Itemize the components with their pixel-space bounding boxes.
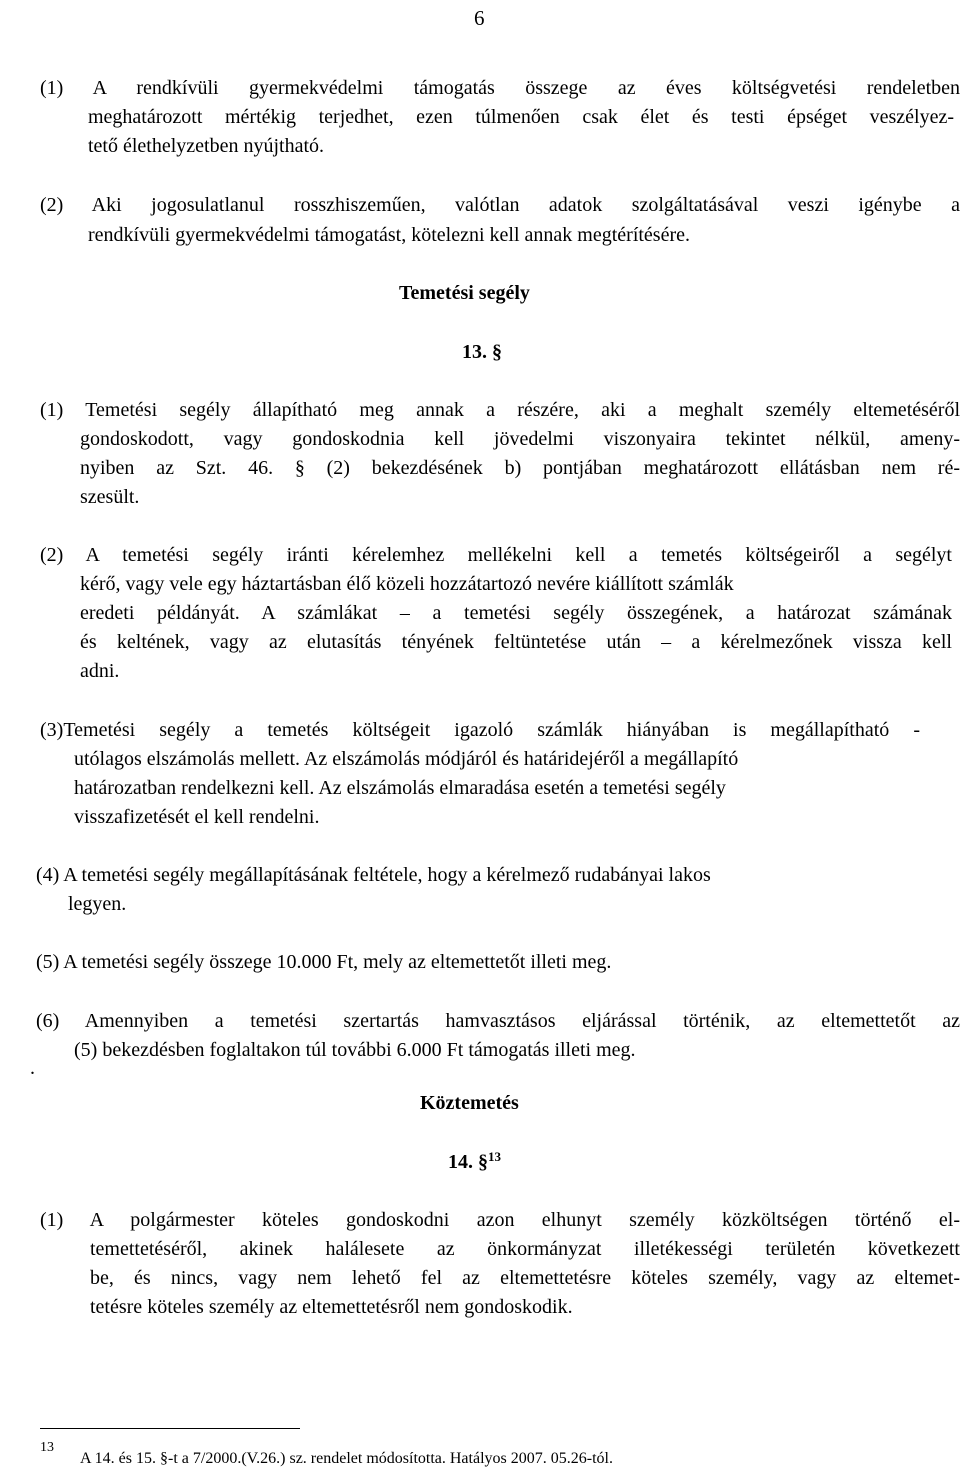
footnote-ref[interactable]: 13 xyxy=(488,1149,501,1164)
page-number: 6 xyxy=(474,6,485,30)
para-2-line-1: (2) Aki jogosulatlanul rosszhiszeműen, valótlan adatok szolgáltatásával veszi igénybe a xyxy=(40,194,960,216)
s14-p1-line-3: be, és nincs, vagy nem lehető fel az eltemettetésre köteles személy, vagy az eltemet- xyxy=(90,1267,960,1289)
s13-p3-line-2: utólagos elszámolás mellett. Az elszámolás módjáról és határidejéről a megállapító xyxy=(74,748,739,770)
s13-p1-line-1: (1) Temetési segély állapítható meg annak a részére, aki a meghalt személy eltemetéséről xyxy=(40,399,960,421)
s13-p2-line-3: eredeti példányát. A számlákat – a temetési segély összegének, a határozat számának xyxy=(80,602,952,624)
s13-p6-line-2: (5) bekezdésben foglaltakon túl további 6.000 Ft támogatás illeti meg. xyxy=(74,1039,636,1061)
section-14-number-text: 14. § xyxy=(448,1151,488,1173)
section-14-number xyxy=(448,1148,501,1177)
s13-p5-line-1: (5) A temetési segély összege 10.000 Ft, mely az eltemettetőt illeti meg. xyxy=(36,951,612,973)
s13-p2-line-5: adni. xyxy=(80,660,120,682)
para-1-line-2: meghatározott mértékig terjedhet, ezen túlmenően csak élet és testi épséget veszélyez- xyxy=(88,106,954,128)
s13-p3-line-3: határozatban rendelkezni kell. Az elszámolás elmaradása esetén a temetési segély xyxy=(74,777,726,799)
para-1-line-3: tető élethelyzetben nyújtható. xyxy=(88,135,325,157)
s13-p1-line-3: nyiben az Szt. 46. § (2) bekezdésének b) pontjában meghatározott ellátásban nem ré- xyxy=(80,457,960,479)
footnote-separator xyxy=(40,1428,300,1429)
s14-p1-line-2: temettetéséről, akinek halálesete az önkormányzat illetékességi területén következett xyxy=(90,1238,960,1260)
section-13-title: Temetési segély xyxy=(399,282,530,304)
s13-p2-line-2: kérő, vagy vele egy háztartásban élő közeli hozzátartozó nevére kiállított számlák xyxy=(80,573,734,595)
s13-p3-line-4: visszafizetését el kell rendelni. xyxy=(74,806,320,828)
section-13-number: 13. § xyxy=(462,341,502,363)
section-14-title: Köztemetés xyxy=(420,1092,519,1114)
para-2-line-2: rendkívüli gyermekvédelmi támogatást, kötelezni kell annak megtérítésére. xyxy=(88,224,691,246)
s13-p2-line-1: (2) A temetési segély iránti kérelemhez mellékelni kell a temetés költségeiről a segélyt xyxy=(40,544,952,566)
footnote-text: A 14. és 15. §-t a 7/2000.(V.26.) sz. rendelet módosította. Hatályos 2007. 05.26-tól. xyxy=(80,1450,613,1467)
s13-p4-line-1: (4) A temetési segély megállapításának feltétele, hogy a kérelmező rudabányai lakos xyxy=(36,864,711,886)
para-1-line-1: (1) A rendkívüli gyermekvédelmi támogatás összege az éves költségvetési rendeletben xyxy=(40,77,960,99)
footnote-mark: 13 xyxy=(40,1440,54,1455)
s13-p6-line-1: (6) Amennyiben a temetési szertartás hamvasztásos eljárással történik, az eltemettetőt az xyxy=(36,1010,960,1032)
s14-p1-line-4: tetésre köteles személy az eltemettetésről nem gondoskodik. xyxy=(90,1296,573,1318)
s13-p1-line-2: gondoskodott, vagy gondoskodnia kell jövedelmi viszonyaira tekintet nélkül, ameny- xyxy=(80,428,960,450)
s13-p4-line-2: legyen. xyxy=(68,893,127,915)
s13-p2-line-4: és keltének, vagy az elutasítás tényének feltüntetése után – a kérelmezőnek vissza kell xyxy=(80,631,952,653)
s13-p3-line-1: (3)Temetési segély a temetés költségeit igazoló számlák hiányában is megállapítható - xyxy=(40,719,920,741)
stray-dot: . xyxy=(30,1057,35,1079)
s13-p1-line-4: szesült. xyxy=(80,486,140,508)
s14-p1-line-1: (1) A polgármester köteles gondoskodni azon elhunyt személy közköltségen történő el- xyxy=(40,1209,960,1231)
